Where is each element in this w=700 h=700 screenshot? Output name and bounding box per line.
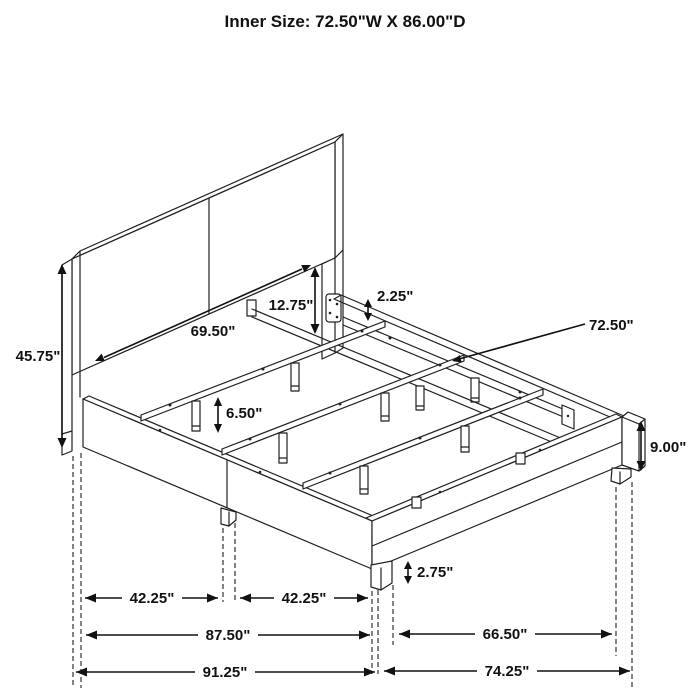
label-headboard-width: 69.50" (190, 323, 236, 340)
label-headboard-height: 45.75" (15, 348, 61, 365)
label-slat-leg-height: 6.50" (226, 405, 263, 422)
dim-bracket-gap (364, 288, 413, 321)
headboard-left-post (62, 259, 72, 455)
label-inner-width: 72.50" (589, 317, 634, 334)
dim-foot-leg-height (404, 561, 453, 584)
slat-leg (360, 466, 368, 494)
label-head-leg-spacing: 42.25" (129, 590, 175, 607)
label-foot-leg-spacing: 42.25" (281, 590, 327, 607)
foot-rail-seam (372, 442, 622, 546)
page-title: Inner Size: 72.50"W X 86.00"D (224, 12, 466, 31)
dim-inner-width (452, 317, 634, 363)
label-overall-width: 74.25" (484, 663, 530, 680)
label-side-rail-leg-span: 87.50" (205, 627, 251, 644)
inner-rail-right (343, 317, 574, 429)
rail-bracket (326, 294, 341, 322)
slat-leg (291, 363, 299, 391)
label-side-rail-height: 9.00" (650, 439, 687, 456)
label-foot-leg-height: 2.75" (417, 564, 454, 581)
center-rail-head-tab (247, 300, 256, 316)
dim-foot-leg-spacing (240, 589, 368, 607)
slat-leg (461, 426, 469, 452)
dim-headboard-height (16, 264, 67, 448)
label-panel-to-rail: 12.75" (268, 297, 314, 314)
dim-slat-leg-height (214, 397, 262, 433)
dim-overall-width (384, 662, 630, 680)
foot-right-leg (611, 468, 631, 484)
slat-leg (381, 393, 389, 421)
label-overall-depth: 91.25" (202, 664, 248, 681)
dim-head-leg-spacing (85, 589, 218, 607)
label-bracket-gap: 2.25" (377, 288, 414, 305)
dim-foot-inner-span (399, 625, 612, 643)
label-foot-inner-span: 66.50" (482, 626, 528, 643)
dim-overall-depth (76, 663, 375, 681)
dim-side-rail-leg-span (86, 626, 370, 644)
